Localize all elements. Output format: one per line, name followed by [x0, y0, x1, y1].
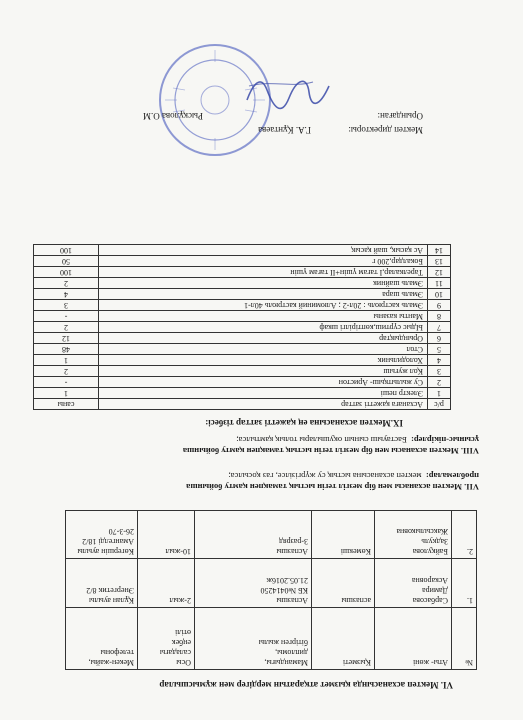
cell-position: аспазшы — [312, 559, 375, 607]
cell-num: 12 — [428, 267, 451, 278]
cell-num: 8 — [428, 311, 451, 322]
table-row — [34, 278, 451, 289]
table-row — [34, 311, 451, 322]
cell-item: Ас қасық, шай қасық — [99, 245, 428, 256]
cell-item: Электр пеші — [99, 388, 428, 399]
cell-qty: 1 — [34, 355, 99, 366]
cell-num: 2. — [452, 511, 477, 559]
section-8 — [47, 434, 479, 456]
cell-item: Тарелкалар,І тағам үшін+ІІ тағам үшін — [99, 267, 428, 278]
cell-num: 4 — [428, 355, 451, 366]
table-row — [34, 322, 451, 333]
cell-item: Холодильник — [99, 355, 428, 366]
cell-num: 3 — [428, 366, 451, 377]
supplies-table — [33, 244, 451, 410]
cell-item: Қол жуғыш — [99, 366, 428, 377]
cell-qty: - — [34, 311, 99, 322]
table-row — [34, 344, 451, 355]
cell-num: 5 — [428, 344, 451, 355]
handwritten-signature — [243, 76, 333, 112]
cell-num: 10 — [428, 289, 451, 300]
cell-item: Су жылытқыш- Аристон — [99, 377, 428, 388]
table-row — [66, 559, 477, 607]
cell-qty: 50 — [34, 256, 99, 267]
cell-position: Көмекші — [312, 511, 375, 559]
table-row — [34, 388, 451, 399]
cell-qty: 2 — [34, 278, 99, 289]
cell-item: Эмаль кастрюль : 20л-2 ; Алюминий кастрюль 40л-1 — [99, 300, 428, 311]
cell-item: Манты казаны — [99, 311, 428, 322]
section-8-text: Бастауыш сынып оқушылары толық қамтылса; — [236, 435, 407, 445]
header-num: р/с — [428, 399, 451, 410]
section-7-text: мектеп асханасына ыстық су жүргізілсе, газ қосылса; — [228, 471, 422, 481]
cell-qty: 12 — [34, 333, 99, 344]
header-num: № — [452, 607, 477, 669]
cell-num: 1. — [452, 559, 477, 607]
cell-num: 9 — [428, 300, 451, 311]
table-header-row — [34, 399, 451, 410]
cell-qty: 48 — [34, 344, 99, 355]
section-8-label: ұсыныс-пікірлер: — [411, 435, 479, 445]
table-row — [34, 300, 451, 311]
table-row — [34, 355, 451, 366]
table-row — [34, 267, 451, 278]
cell-education: Аспазшы КБ №0414250 21.05.2016ж — [195, 559, 312, 607]
header-position: Қызметі — [312, 607, 375, 669]
cell-item: Эмаль шара — [99, 289, 428, 300]
table-row — [34, 256, 451, 267]
cell-num: 13 — [428, 256, 451, 267]
section-7-label: проблемалар: — [425, 471, 479, 481]
cell-qty: 100 — [34, 245, 99, 256]
cell-education: Аспазшы 3-разряд — [195, 511, 312, 559]
header-experience: Осы саладағы еңбек өтілі — [138, 607, 195, 669]
cell-num: 14 — [428, 245, 451, 256]
section-8-title: VIII. Мектеп асханасы мен бір мезгіл тегін ыстық тамақпен қамту бойынша — [182, 446, 479, 456]
table-row — [34, 333, 451, 344]
director-name: Г.А. Құнтаева — [258, 125, 311, 135]
cell-num: 11 — [428, 278, 451, 289]
header-item: Асханаға қажетті заттар — [99, 399, 428, 410]
cell-qty: 100 — [34, 267, 99, 278]
section-9-heading: IX.Мектеп асханасына ең қажетті заттар тізбесі: — [205, 418, 403, 428]
cell-name: Сарбасова Дамира Аскаровна — [375, 559, 452, 607]
cell-item: Эмаль шайник — [99, 278, 428, 289]
cell-item: Стол — [99, 344, 428, 355]
section-6-heading: VI. Мектеп асханасында қызмет атқаратын мердігер мен жұмысшылар — [159, 680, 453, 690]
cell-item: Орындықтар — [99, 333, 428, 344]
cell-qty: 3 — [34, 300, 99, 311]
cell-qty: 2 — [34, 366, 99, 377]
staff-table — [65, 510, 477, 670]
table-header-row — [66, 607, 477, 669]
cell-address: Құлан ауылы Энергетик 8/2 — [66, 559, 138, 607]
table-row — [34, 366, 451, 377]
table-row — [66, 511, 477, 559]
cell-name: Байқулова Задкуль Жаксылыковна — [375, 511, 452, 559]
cell-qty: 1 — [34, 388, 99, 399]
table-row — [34, 289, 451, 300]
director-role: Мектеп директоры: — [348, 125, 423, 135]
cell-experience: 2-жыл — [138, 559, 195, 607]
table-row — [34, 245, 451, 256]
cell-num: 1 — [428, 388, 451, 399]
section-7 — [47, 470, 479, 492]
header-name: Аты- жөні — [375, 607, 452, 669]
cell-item: Ыдыс сүртиш,көптірілгі шкаф — [99, 322, 428, 333]
cell-qty: 4 — [34, 289, 99, 300]
section-7-title: VII. Мектеп асханасы мен бір мезгіл тегін ыстық тамақпен қамту бойынша — [186, 482, 479, 492]
cell-num: 7 — [428, 322, 451, 333]
cell-item: Бокалдар,200 г — [99, 256, 428, 267]
cell-address: Көгершін ауылы Амангелді 18/2 26-3-70 — [66, 511, 138, 559]
cell-qty: - — [34, 377, 99, 388]
cell-experience: 10-жыл — [138, 511, 195, 559]
table-row — [34, 377, 451, 388]
cell-num: 6 — [428, 333, 451, 344]
header-education: Мамандығы, дипломы, бітірген жылы — [195, 607, 312, 669]
executor-name: Рысқұлова О.М — [142, 111, 203, 121]
header-qty: саны — [34, 399, 99, 410]
executor-role: Орындаған: — [377, 111, 423, 121]
cell-qty: 2 — [34, 322, 99, 333]
cell-num: 2 — [428, 377, 451, 388]
header-address: Мекен-жайы, телефоны — [66, 607, 138, 669]
